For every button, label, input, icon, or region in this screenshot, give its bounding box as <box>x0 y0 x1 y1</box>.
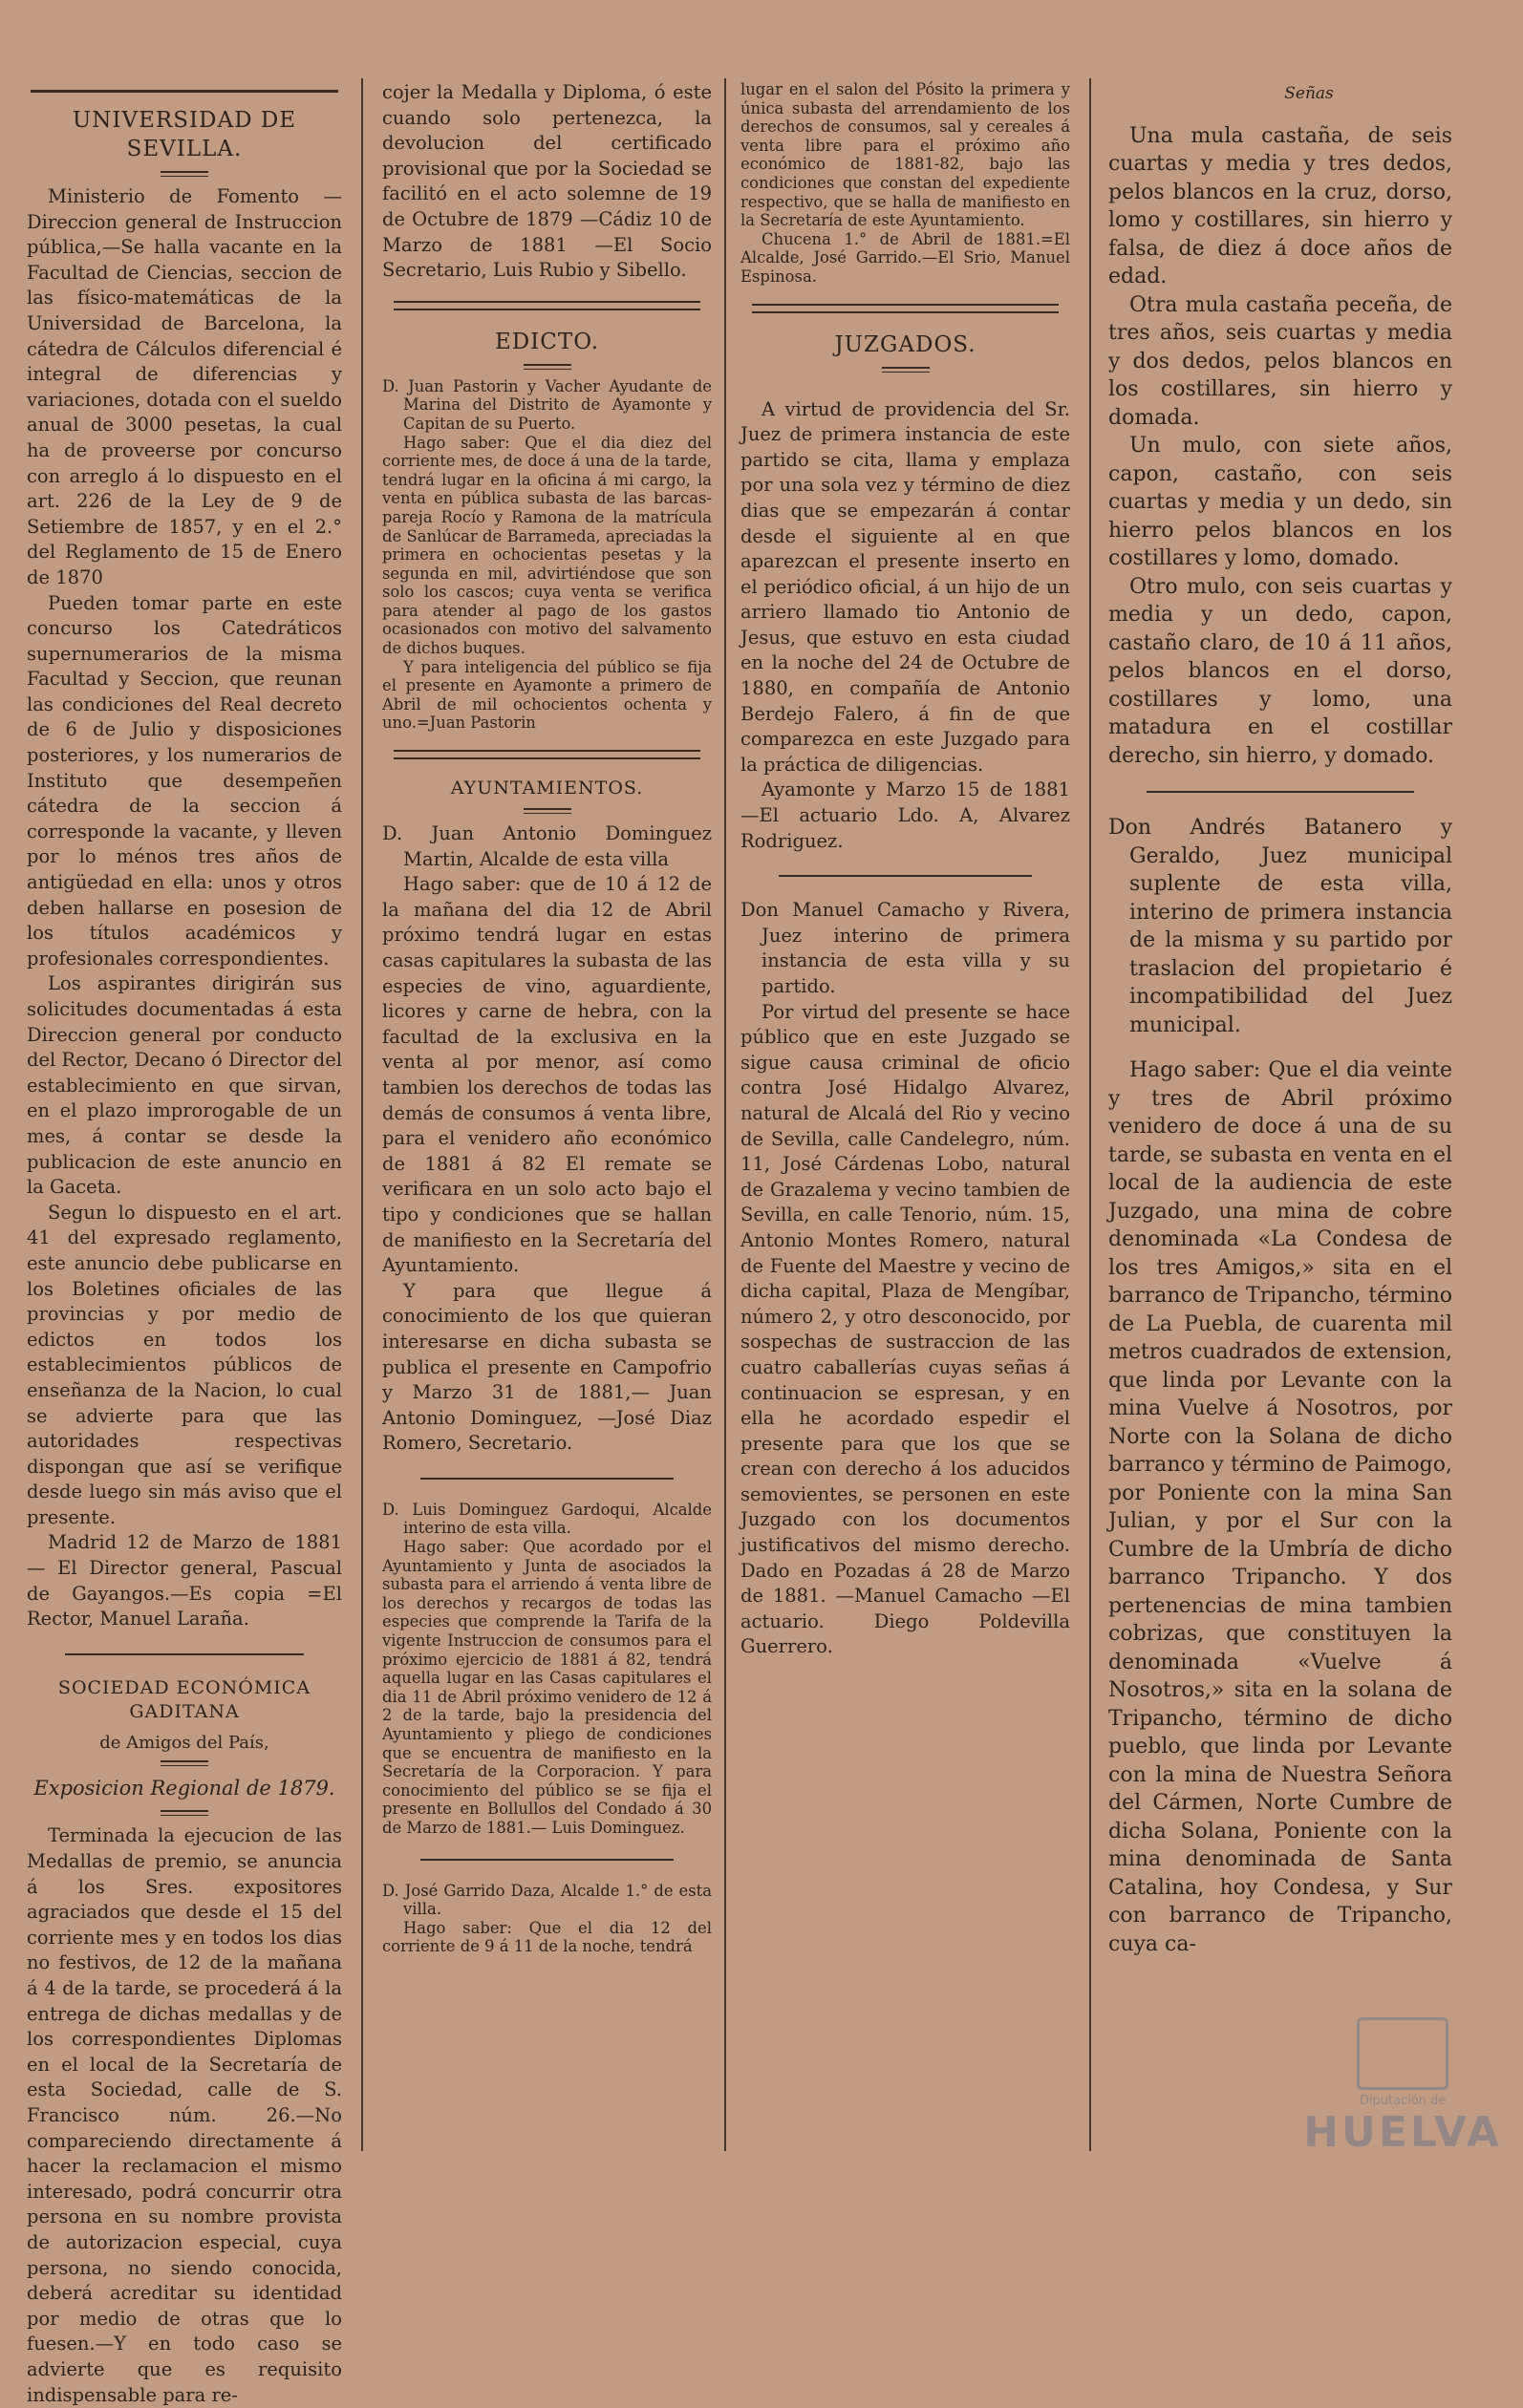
juzgados-heading: JUZGADOS. <box>834 331 976 357</box>
watermark-text: HUELVA <box>1303 2108 1502 2157</box>
section-rule <box>161 1760 208 1766</box>
section-rule <box>524 808 571 814</box>
juzgado-paragraph: Por virtud del presente se hace público que en este Juzgado se sigue causa criminal de oficio contra José Hidalgo Alvarez, natural de Alcalá del Rio y vecino de Sevilla, calle Candelegro, núm. 11, José Cárdenas Lobo, natural de Grazalema y vecino tambien de Sevilla, en calle Tenorio, núm. 15, Antonio Montes Romero, natural de Fuente del Maestre y vecino de dicha capital, Plaza de Mengíbar, número 2, y otro desconocido, por sospechas de sustraccion de las cuatro caballerías cuyas señas á continuacion se espresan, y en ella he acordado espedir el presente para que los que se crean con derecho á los aducidos semovientes, se personen en este Juzgado con los documentos justificativos del mismo derecho. Dado en Pozadas á 28 de Marzo de 1881. —Manuel Camacho —El actuario. Diego Poldevilla Guerrero. <box>740 1000 1070 1658</box>
ayuntamiento-paragraph: Hago saber: Que acordado por el Ayuntamiento y Junta de asociados la subasta para el arriendo á venta libre de los derechos y recargos de todas las especies que comprende la Tarifa de la vigente Instruccion de consumos para el próximo ejercicio de 1881 á 82, tendrá aquella lugar en las Casas capitulares el dia 11 de Abril próximo venidero de 12 á 2 de la tarde, bajo la presidencia del Ayuntamiento y pliego de condiciones que se encuentra de manifiesto en la Secretaría de la Corporacion. Y para conocimiento del público se se fija el presente en Bollullos del Condado á 30 de Marzo de 1881.— Luis Dominguez. <box>382 1538 712 1837</box>
juzgado-paragraph: A virtud de providencia del Sr. Juez de primera instancia de este partido se cita, llama y emplaza por una sola vez y término de diez dias que se empezarán á contar desde el siguiente al en que aparezcan el presente inserto en el periódico oficial, á un hijo de un arriero llamado tio Antonio de Jesus, que estuvo en esta ciudad en la noche del 24 de Octubre de 1880, en compañía de Antonio Berdejo Falero, á fin de que comparezca en este Juzgado para la práctica de diligencias. <box>740 397 1070 776</box>
column-2 <box>382 80 712 2161</box>
archive-watermark <box>1303 2017 1502 2157</box>
universidad-heading: UNIVERSIDAD DE SEVILLA. <box>72 108 297 161</box>
exposicion-paragraph: Terminada la ejecucion de las Medallas de premio, se anuncia á los Sres. expositores agraciados que desde el 15 del corriente mes y en todos los dias no festivos, de 12 de la mañana á 4 de la tarde, se procederá á la entrega de dichas medallas y de los correspondientes Diplomas en el local de la Secretaría de esta Sociedad, calle de S. Francisco núm. 26.—No compareciendo directamente á hacer la reclamacion el mismo interesado, podrá concurrir otra persona en su nombre provista de autorizacion especial, cuya persona, no siendo conocida, deberá acreditar su identidad por medio de otras que lo fuesen.—Y en todo caso se advierte que es requisito indispensable para re- <box>27 1824 342 2406</box>
section-rule <box>779 875 1032 877</box>
senas-title: Señas <box>1284 84 1334 103</box>
senas-paragraph: Otra mula castaña peceña, de tres años, seis cuartas y media y dos dedos, pelos blancos en los costillares, sin hierro y domada. <box>1108 292 1452 430</box>
section-rule <box>161 1810 208 1816</box>
watermark-subtext: Diputación de <box>1359 2094 1447 2108</box>
ayuntamiento-paragraph: Y para que llegue á conocimiento de los que quieran interesarse en dicha subasta se publica el presente en Campofrio y Marzo 31 de 1881,— Juan Antonio Dominguez, —José Diaz Romero, Secretario. <box>382 1279 712 1455</box>
senas-paragraph: Otro mulo, con seis cuartas y media y un dedo, capon, castaño claro, de 10 á 11 años, pelos blancos en el dorso, costillares y lomo, una matadura en el costillar derecho, sin hierro, y domado. <box>1108 574 1452 768</box>
univ-paragraph: Segun lo dispuesto en el art. 41 del expresado reglamento, este anuncio debe publicarse en los Boletines oficiales de las provincias y por medio de edictos en todos los establecimientos públicos de enseñanza de la Nacion, lo cual se advierte para que las autoridades respectivas dispongan que así se verifique desde luego sin más aviso que el presente. <box>27 1201 342 1528</box>
senas-paragraph: Un mulo, con siete años, capon, castaño, con seis cuartas y media y un dedo, sin hierro pelos blancos en los costillares y lomo, domado. <box>1108 434 1452 570</box>
column-3 <box>740 80 1070 2161</box>
continued-paragraph: cojer la Medalla y Diploma, ó este cuando solo pertenezca, la devolucion del certificado provisional que por la Sociedad se facilitó en el acto solemne de 19 de Octubre de 1879 —Cádiz 10 de Marzo de 1881 —El Socio Secretario, Luis Rubio y Sibello. <box>382 81 712 282</box>
column-4 <box>1108 80 1452 2161</box>
edicto-paragraph: Y para inteligencia del público se fija el presente en Ayamonte a primero de Abril de mil ochocientos ochenta y uno.=Juan Pastorin <box>382 657 712 733</box>
univ-paragraph: Madrid 12 de Marzo de 1881 — El Director general, Pascual de Gayangos.—Es copia =El Rector, Manuel Laraña. <box>27 1531 342 1630</box>
section-rule <box>394 301 700 310</box>
univ-paragraph: Los aspirantes dirigirán sus solicitudes documentadas á esta Direccion general por conducto del Rector, Decano ó Director del establecimiento en que sirvan, en el plazo improrogable de un mes, á contar se desde la publicacion de este anuncio en la Gaceta. <box>27 972 342 1199</box>
ayuntamiento-intro: D. José Garrido Daza, Alcalde 1.° de esta villa. <box>382 1881 712 1919</box>
sociedad-heading: SOCIEDAD ECONÓMICA GADITANA <box>57 1676 311 1722</box>
univ-paragraph: Pueden tomar parte en este concurso los Catedráticos supernumerarios de la misma Facultad y Seccion, que reunan las condiciones del Real decreto de 6 de Julio y disposiciones posteriores, y los numerarios de Instituto que desempeñen cátedra de la seccion á corresponde la vacante, y lleven por lo ménos tres años de antigüedad en ella: unos y otros deben hallarse en posesion de los títulos académicos y profesionales correspondientes. <box>27 591 342 970</box>
section-rule <box>752 304 1059 313</box>
ayuntamiento-intro: D. Juan Antonio Dominguez Martin, Alcalde de esta villa <box>382 822 712 870</box>
section-rule <box>1147 791 1414 793</box>
juzgado-paragraph: Ayamonte y Marzo 15 de 1881 —El actuario Ldo. A, Alvarez Rodriguez. <box>740 778 1070 852</box>
sociedad-subheading: de Amigos del País, <box>99 1732 269 1753</box>
column-divider <box>1089 78 1091 2151</box>
exposicion-title: Exposicion Regional de 1879. <box>33 1776 335 1800</box>
section-rule <box>882 367 930 373</box>
column-divider <box>361 78 363 2151</box>
column-1 <box>27 80 342 2406</box>
section-rule <box>65 1653 304 1655</box>
crest-icon <box>1357 2017 1448 2090</box>
section-rule <box>394 750 700 759</box>
univ-paragraph: Ministerio de Fomento —Direccion general de Instruccion pública,—Se halla vacante en la Facultad de Ciencias, seccion de las físico-matemáticas de la Universidad de Barcelona, la cátedra de Cálculos diferencial é integral de diferencias y variaciones, dotada con el sueldo anual de 3000 pesetas, la cual ha de proveerse por concurso con arreglo á lo dispuesto en el art. 226 de la Ley de 9 de Setiembre de 1857, y en el 2.° del Reglamento de 15 de Enero de 1870 <box>27 185 342 588</box>
section-rule <box>161 171 208 177</box>
senas-paragraph: Una mula castaña, de seis cuartas y media y tres dedos, pelos blancos en la cruz, dorso, lomo y costillares, sin hierro y falsa, de diez á doce años de edad. <box>1108 123 1452 288</box>
section-rule <box>420 1859 674 1861</box>
ayuntamiento-intro: D. Luis Dominguez Gardoqui, Alcalde interino de esta villa. <box>382 1500 712 1538</box>
section-rule <box>524 364 571 370</box>
ayuntamientos-heading: AYUNTAMIENTOS. <box>450 778 644 799</box>
edicto-paragraph: Hago saber: Que el dia diez del corriente mes, de doce á una de la tarde, tendrá lugar en la oficina á mi cargo, la venta en pública subasta de las barcas-pareja Rocío y Ramona de la matrícula de Sanlúcar de Barrameda, apreciadas la primera en ochocientas pesetas y la segunda en mil, advirtiéndose que son solo los cascos; cuya venta se verifica para atender al pago de los gastos ocasionados con motivo del salvamento de dichos buques. <box>382 433 712 658</box>
signature: Chucena 1.° de Abril de 1881.=El Alcalde, José Garrido.—El Srio, Manuel Espinosa. <box>740 229 1070 286</box>
section-rule <box>420 1478 674 1480</box>
edicto-intro: D. Juan Pastorin y Vacher Ayudante de Marina del Distrito de Ayamonte y Capitan de su Puerto. <box>382 376 712 433</box>
juez-intro: Don Andrés Batanero y Geraldo, Juez municipal suplente de esta villa, interino de primera instancia de la misma y su partido por traslacion del propietario é incompatibilidad del Juez municipal. <box>1108 816 1452 1037</box>
column-divider <box>724 78 726 2151</box>
ayuntamiento-paragraph: Hago saber: que de 10 á 12 de la mañana del dia 12 de Abril próximo tendrá lugar en estas casas capitulares la subasta de las especies de vino, aguardiente, licores y carne de hebra, con la facultad de la exclusiva en la venta al por menor, así como tambien los derechos de todas las demás de consumos á venta libre, para el venidero año económico de 1881 á 82 El remate se verificara en un solo acto bajo el tipo y condiciones que se hallan de manifiesto en la Secretaría del Ayuntamiento. <box>382 873 712 1277</box>
ayuntamiento-paragraph: Hago saber: Que el dia 12 del corriente de 9 á 11 de la noche, tendrá <box>382 1918 712 1956</box>
edicto-heading: EDICTO. <box>494 329 600 354</box>
juez-paragraph: Hago saber: Que el dia veinte y tres de Abril próximo venidero de doce á una de su tarde, se subasta en venta en el local de la audiencia de este Juzgado, una mina de cobre denominada «La Condesa de los tres Amigos,» sita en el barranco de Tripancho, término de La Puebla, de cuarenta mil metros cuadrados de extension, que linda por Levante con la mina Vuelve á Nosotros, por Norte con la Solana de dicho barranco y término de Paimogo, por Poniente con la mina San Julian, y por el Sur con la Cumbre de la Umbría de dicho barranco Tripancho. Y dos pertenencias de mina tambien cobrizas, que constituyen la denominada «Vuelve á Nosotros,» sita en la solana de Tripancho, término de dicho pueblo, que linda por Levante con la mina de Nuestra Señora del Cármen, Norte Cumbre de dicha Solana, Poniente con la mina denominada de Santa Catalina, hoy Condesa, y Sur con barranco de Tripancho, cuya ca- <box>1108 1058 1452 1956</box>
continued-paragraph: lugar en el salon del Pósito la primera y única subasta del arrendamiento de los derechos de consumos, sal y cereales á venta libre para el próximo año económico de 1881-82, bajo las condiciones que constan del expediente respectivo, que se halla de manifiesto en la Secretaría de este Ayuntamiento. <box>740 80 1070 230</box>
juzgado-intro: Don Manuel Camacho y Rivera, Juez interino de primera instancia de esta villa y su partido. <box>740 899 1070 997</box>
top-rule <box>31 90 338 93</box>
